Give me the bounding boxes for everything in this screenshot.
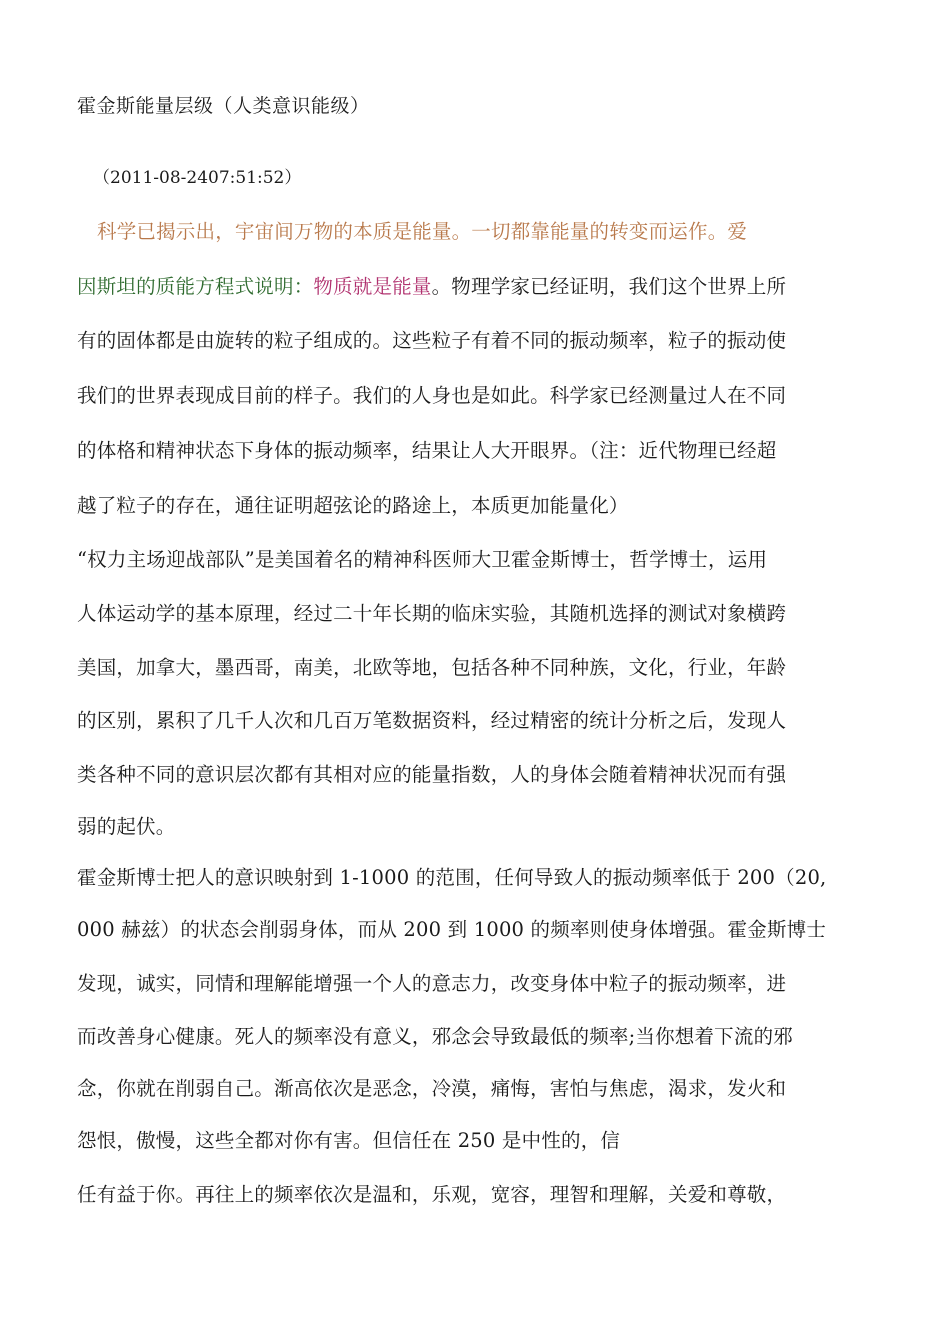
para2-line1: “权力主场迎战部队”是美国着名的精神科医师大卫霍金斯博士，哲学博士，运用 bbox=[77, 548, 768, 571]
para1-line3: 有的固体都是由旋转的粒子组成的。这些粒子有着不同的振动频率，粒子的振动使 bbox=[77, 329, 787, 352]
para1-line1: 科学已揭示出，宇宙间万物的本质是能量。一切都靠能量的转变而运作。爱 bbox=[97, 220, 748, 243]
para2-line4: 的区别，累积了几千人次和几百万笔数据资料，经过精密的统计分析之后，发现人 bbox=[77, 709, 787, 732]
para3-line4: 而改善身心健康。死人的频率没有意义，邪念会导致最低的频率;当你想着下流的邪 bbox=[77, 1025, 793, 1048]
para1-line2-pink: 物质就是能量 bbox=[313, 275, 432, 298]
document-title: 霍金斯能量层级（人类意识能级） bbox=[77, 95, 370, 117]
para2-line6: 弱的起伏。 bbox=[77, 815, 176, 838]
para2-line3: 美国，加拿大，墨西哥，南美，北欧等地，包括各种不同种族，文化，行业，年龄 bbox=[77, 656, 787, 679]
para3-line6: 怨恨，傲慢，这些全都对你有害。但信任在 250 是中性的，信 bbox=[77, 1129, 621, 1152]
para3-line2: 000 赫兹）的状态会削弱身体，而从 200 到 1000 的频率则使身体增强。霍金斯博士 bbox=[77, 918, 827, 941]
para3-line1: 霍金斯博士把人的意识映射到 1-1000 的范围，任何导致人的振动频率低于 200（20, bbox=[77, 866, 827, 889]
para2-line5: 类各种不同的意识层次都有其相对应的能量指数，人的身体会随着精神状况而有强 bbox=[77, 763, 787, 786]
para3-line5: 念，你就在削弱自己。渐高依次是恶念，冷漠，痛悔，害怕与焦虑，渴求，发火和 bbox=[77, 1077, 787, 1100]
post-date: （2011-08-2407:51:52） bbox=[93, 168, 302, 188]
para1-line2-rest: 。物理学家已经证明，我们这个世界上所 bbox=[431, 275, 787, 298]
para1-line2-green: 因斯坦的质能方程式说明： bbox=[77, 275, 314, 298]
para1-line4: 我们的世界表现成目前的样子。我们的人身也是如此。科学家已经测量过人在不同 bbox=[77, 384, 787, 407]
para1-line6: 越了粒子的存在，通往证明超弦论的路途上，本质更加能量化） bbox=[77, 494, 629, 517]
para2-line2: 人体运动学的基本原理，经过二十年长期的临床实验，其随机选择的测试对象横跨 bbox=[77, 602, 787, 625]
para1-line5: 的体格和精神状态下身体的振动频率，结果让人大开眼界。（注：近代物理已经超 bbox=[77, 439, 777, 462]
para3-line3: 发现，诚实，同情和理解能增强一个人的意志力，改变身体中粒子的振动频率，进 bbox=[77, 972, 787, 995]
para3-line7: 任有益于你。再往上的频率依次是温和，乐观，宽容，理智和理解，关爱和尊敬， bbox=[77, 1183, 787, 1206]
para1-line2 bbox=[77, 273, 786, 301]
